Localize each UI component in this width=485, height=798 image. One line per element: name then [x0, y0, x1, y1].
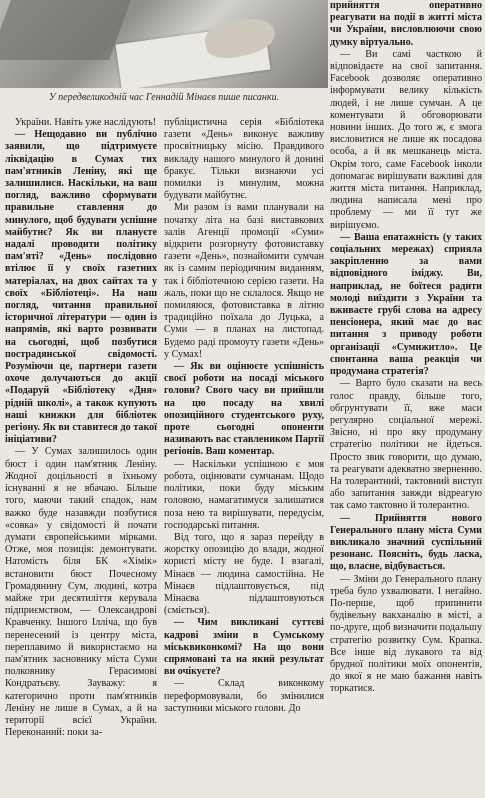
article-paragraph: — Наскільки успішною є моя робота, оцінювати сумчанам. Щодо політики, поки буду міським головою, намагатимуся залишатися поза нею та вирішувати, передусім, господарські питання. [164, 458, 324, 531]
article-paragraph: — Ваша епатажність (у таких соціальних мережах) сприяла закріпленню за вами відповідного іміджу. Ви, наприклад, не боїтеся радити молоді виїздити з України та вживаєте грубі слова на адресу пенсіонера, який має до вас питання з приводу роботи організації «Сумижитло». Це спонтанна ваша реакція чи продумана стратегія? [330, 231, 482, 378]
article-paragraph: — Склад виконкому переформовували, бо змінилися заступники міського голови. До [164, 678, 324, 714]
photo-shadow [0, 0, 131, 60]
article-paragraph: Ми разом із вами планували на початку літа на базі виставкових залів Агенції промоції «Суми» відкрити розгорнуту фотовиставку газети «День», познайомити сумчан як із самим періодичним виданням, так і бібліотечною серією газети. На жаль, поки що не склалося. Якщо не помиляюся, фотовиставка в літню традиційно поїхала до Луцька, а Суми — в планах на листопад. Будемо раді промоуту газети «День» у Сумах! [164, 202, 324, 360]
article-paragraph: Від того, що я зараз перейду в жорстку опозицію до влади, жодної користі місту не буде. І взагалі, Мінаєв — людина самостійна. Не Мінаєв підлаштовується, під Мінаєва підлаштовуються (сміється). [164, 531, 324, 617]
article-paragraph: — Прийняття нового Генерального плану міста Суми викликало значний суспільний резонанс. Поясніть, будь ласка, що, власне, відбувається. [330, 512, 482, 573]
article-paragraph: публіцистична серія «Бібліотека газети «День» виконує важливу просвітницьку місію. Правдивого викладу нашого минулого й донині бракує. Тільки визнаючи усі помилки із минулим, можна будувати майбутнє. [164, 117, 324, 202]
article-paragraph: — Зміни до Генерального плану треба було ухвалювати. І негайно. По-перше, щоб припинити будівельну вакханалію в місті, а по-друге, щоб визначити подальшу стратегію розвитку Сум. Крапка. Все інше від лукавого та від брудної політики моїх опонентів, до якої я не маю бажання навіть торкатися. [330, 573, 482, 695]
article-photo [0, 0, 328, 88]
text-column-1 [5, 117, 157, 739]
text-column-3 [330, 0, 482, 696]
article-paragraph: — Ви самі часткою й відповідаєте на свої запитання. Facebook дозволяє оперативно інформувати велику кількість людей, і не лише сумчан. А це коментувати й обговорювати новини інших. До того ж, є змога висловитися не лише як посадова особа, а й як мешканець міста. Окрім того, саме Facebook інколи допомагає вирішувати важливі для життя міста питання. Наприклад, людина написала мені про проблему — ми її тут же вирішуємо. [330, 48, 482, 231]
article-paragraph: — Як ви оцінюєте успішність своєї роботи на посаді міського голови? Свого часу ви прийшли на цю посаду на хвилі опозиційного студентського руху, проте сьогодні опоненти називають вас ставлеником Партії регіонів. Ваш коментар. [164, 361, 324, 458]
article-paragraph: України. Навіть уже наслідують! [15, 117, 157, 128]
article-paragraph: прийняття оперативно реагувати на події в житті міста чи України, висловлюючи свою думку віртуально. [330, 0, 482, 48]
article-paragraph: — Варто було сказати на весь голос правду, більше того, обгрунтувати її, вже маси регулярно соціальної мережі. Звісно, ні про яку продуману стратегію політики не йдеться. Просто звик говорити, що думаю, та реагувати адекватно зверненню. На толерантний, тактовний виступ або запитання завжди відреагую так само тактовно й толерантно. [330, 378, 482, 512]
article-paragraph: — Чим викликані суттєві кадрові зміни в Сумському міськвиконкомі? На що вони спрямовані та на який результат ви очікуєте? [164, 617, 324, 678]
text-column-2 [164, 117, 324, 715]
article-paragraph: — У Сумах залишилось один бюст і один пам'ятник Леніну. Жодної доцільності в їхньому існуванні я не вбачаю. Більше того, маючи такий спадок, нам важко буде назавжди позбутися «совка» у свідомості й почати думати європейськими мірками. Отже, моя позиція: демонтувати. Натомість біля БК «Хімік» встановити бюст Почесному Громадянину Сум, людині, котра майже три десятиліття керувала підприємством, — Олександрові Кравченку. Іншого Ілліча, що був перенесений із центру міста, переплавимо й використаємо на пам'ятник засновнику міста Суми полковнику Герасимові Кондратьєву. Зауважу: я категорично проти пам'ятників Леніну не лише в Сумах, а й на території всієї України. Переконаний: поки за- [5, 446, 157, 739]
photo-caption: У передвеликодній час Геннадій Мінаєв пише писанки. [48, 92, 280, 103]
article-paragraph: — Нещодавно ви публічно заявили, що підтримуєте ліквідацію в Сумах тих пам'ятників Леніну, які ще залишилися. Наскільки, на ваш погляд, важливо сформувати правильне ставлення до минулого, щоб будувати успішне майбутнє? Як ви плануєте надалі проводити політику пам'яті? «День» послідовно втілює її у своїх газетних матеріалах, на двох сайтах та у своїх «Бібліотеці». На наш погляд, читання правильної історичної літератури — один із напрямів, які варто розвивати на сьогодні, щоб позбутися пострадянської свідомості. Розуміючи це, партнери газети охоче долучаються до акції «Подаруй «Бібліотеку «Дня» рідній школі», а також купують наші книжки для бібліотек регіону. Як ви ставитеся до такої ініціативи? [5, 129, 157, 446]
